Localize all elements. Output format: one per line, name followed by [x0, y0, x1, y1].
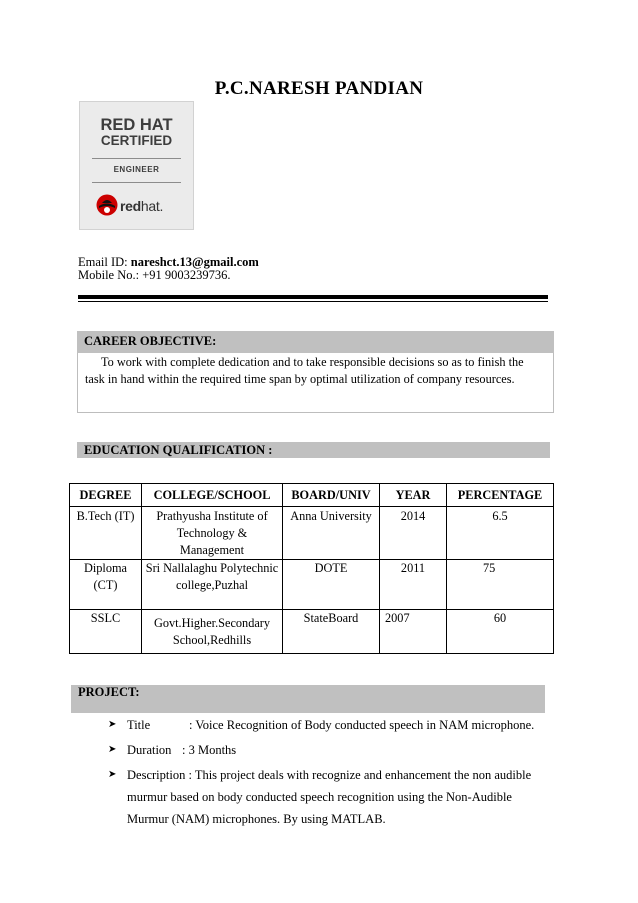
college-cell: Sri Nallalaghu Polytechnic college,Puzhal: [142, 560, 283, 610]
board-cell: DOTE: [283, 560, 380, 610]
board-cell: Anna University: [283, 507, 380, 560]
table-row: [70, 507, 554, 560]
year-cell: 2011: [380, 560, 447, 610]
header-divider-thin: [78, 301, 548, 302]
project-duration-label: Duration: [127, 743, 172, 757]
education-table: [69, 483, 554, 654]
degree-cell: SSLC: [70, 610, 142, 654]
logo-divider: [92, 158, 181, 159]
arrow-bullet-icon: ➤: [108, 744, 117, 755]
project-duration-value: : 3 Months: [182, 743, 237, 757]
column-header: COLLEGE/SCHOOL: [142, 484, 283, 507]
project-description: Description : This project deals with recognize and enhancement the non audible murmur based on body conducted speech recognition using the Non-Audible Murmur (NAM) microphones. By using MATLAB.: [127, 768, 532, 826]
table-header-row: [70, 484, 554, 507]
year-cell: 2007: [380, 610, 447, 654]
mobile-line: Mobile No.: +91 9003239736.: [78, 268, 231, 282]
arrow-bullet-icon: ➤: [108, 769, 117, 780]
column-header: BOARD/UNIV: [283, 484, 380, 507]
arrow-bullet-icon: ➤: [108, 719, 117, 730]
column-header: DEGREE: [70, 484, 142, 507]
logo-line-certified: CERTIFIED: [100, 133, 173, 148]
logo-line-red-hat: RED HAT: [100, 116, 173, 134]
education-heading: EDUCATION QUALIFICATION :: [77, 442, 550, 458]
resume-name: P.C.NARESH PANDIAN: [214, 78, 424, 99]
redhat-wordmark: redhat.: [120, 198, 164, 214]
column-header: PERCENTAGE: [447, 484, 554, 507]
career-objective-heading: CAREER OBJECTIVE:: [77, 331, 554, 353]
logo-line-engineer: ENGINEER: [113, 165, 160, 174]
college-cell: Govt.Higher.Secondary School,Redhills: [142, 610, 283, 654]
table-row: [70, 560, 554, 610]
list-item: [108, 714, 553, 736]
email-label: Email ID:: [78, 255, 131, 269]
red-hat-certified-logo: [79, 101, 194, 230]
career-objective-text: To work with complete dedication and to take responsible decisions so as to finish the task in hand within the required time span by optimal utilization of company resources.: [77, 353, 554, 413]
project-title-value: : Voice Recognition of Body conducted speech in NAM microphone.: [189, 718, 535, 732]
header-divider-thick: [78, 295, 548, 299]
contact-info: [78, 256, 259, 282]
project-heading: PROJECT:: [71, 685, 545, 713]
project-details: [108, 714, 553, 833]
logo-divider: [92, 182, 181, 183]
list-item: [108, 739, 553, 761]
degree-cell: B.Tech (IT): [70, 507, 142, 560]
degree-cell: Diploma (CT): [70, 560, 142, 610]
college-cell: Prathyusha Institute of Technology & Management: [142, 507, 283, 560]
column-header: YEAR: [380, 484, 447, 507]
table-row: [70, 610, 554, 654]
email-value: nareshct.13@gmail.com: [130, 255, 259, 269]
year-cell: 2014: [380, 507, 447, 560]
percentage-cell: 60: [447, 610, 554, 654]
project-title-label: Title: [127, 718, 151, 732]
shadowman-icon: [96, 194, 118, 216]
percentage-cell: 6.5: [447, 507, 554, 560]
list-item: [108, 764, 553, 830]
board-cell: StateBoard: [283, 610, 380, 654]
percentage-cell: 75: [447, 560, 554, 610]
